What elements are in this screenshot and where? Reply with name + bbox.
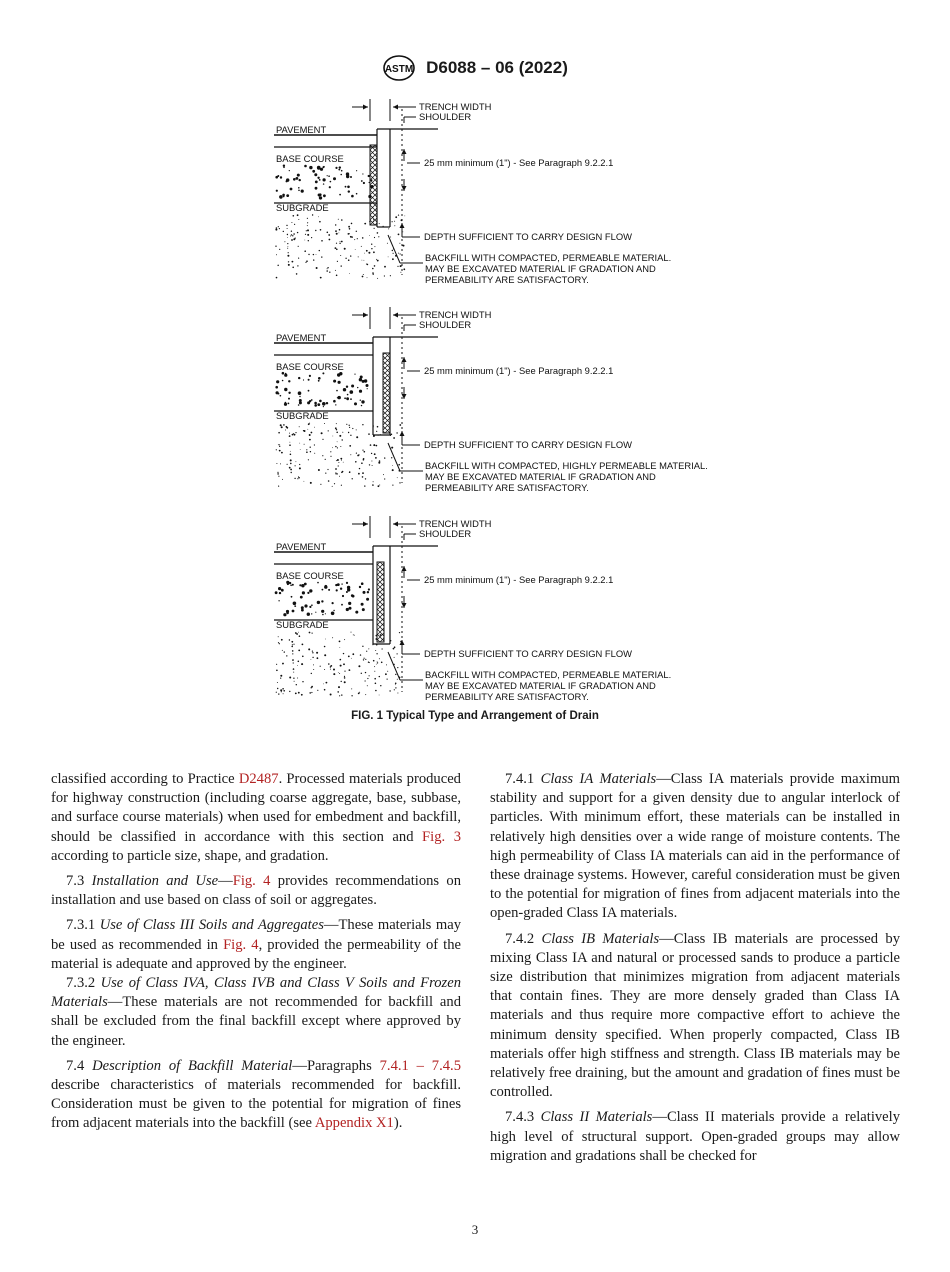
backfill-note-line: PERMEABILITY ARE SATISFACTORY. [425,482,589,493]
base-course-label: BASE COURSE [276,570,344,581]
logo-text: ASTM [384,64,414,75]
base-course-label: BASE COURSE [276,153,344,164]
minimum-cover-note: 25 mm minimum (1") - See Paragraph 9.2.2.1 [424,365,614,376]
paragraph-7-2-continued: classified according to Practice D2487. Processed materials produced for highway construction (including coarse aggregate, base, subbase, and surface course materials) when used for embedment and backfill, should be classified in accordance with this section and Fig. 3 according to particle size, shape, and gradation. [51,771,461,864]
link-7-4-1-to-7-4-5[interactable]: 7.4.1 – 7.4.5 [379,1057,461,1074]
page-header [0,54,950,82]
minimum-cover-note: 25 mm minimum (1") - See Paragraph 9.2.2.1 [424,157,614,168]
paragraph-7-4-1: 7.4.1 Class IA Materials—Class IA materials provide maximum stability and support for a given density due to angular interlock of particles. With minimum effort, these materials can be installed in relatively high densities over a wide range of moisture contents. The high permeability of Class IA materials can aid in the performance of these drainage systems. However, careful consideration must be given to the potential for migration of fines from adjacent materials into the open-graded Class IA materials. [490,771,900,922]
backfill-note-line: MAY BE EXCAVATED MATERIAL IF GRADATION AND [425,680,656,691]
left-column [51,770,461,1140]
shoulder-label: SHOULDER [419,319,472,330]
figure-1 [260,95,740,705]
backfill-note-line: MAY BE EXCAVATED MATERIAL IF GRADATION AND [425,471,656,482]
astm-logo [382,54,416,82]
depth-note: DEPTH SUFFICIENT TO CARRY DESIGN FLOW [424,231,633,242]
paragraph-7-4-3: 7.4.3 Class II Materials—Class II materials provide a relatively high level of structural support. Open-graded groups may allow migration and gradations shall be checked for [490,1109,901,1164]
backfill-note-line: MAY BE EXCAVATED MATERIAL IF GRADATION AND [425,263,656,274]
backfill-note-line: BACKFILL WITH COMPACTED, PERMEABLE MATERIAL. [425,669,672,680]
depth-note: DEPTH SUFFICIENT TO CARRY DESIGN FLOW [424,439,633,450]
page-number: 3 [471,1222,479,1237]
backfill-note-line: BACKFILL WITH COMPACTED, HIGHLY PERMEABLE MATERIAL. [425,460,708,471]
backfill-note-line: PERMEABILITY ARE SATISFACTORY. [425,691,589,702]
paragraph-7-3-2: 7.3.2 Use of Class IVA, Class IVB and Class V Soils and Frozen Materials—These materials are not recommended for backfill and shall be excluded from the final backfill except where approved by the engineer. [51,975,461,1049]
figure-panel [274,516,671,702]
subgrade-label: SUBGRADE [276,410,329,421]
subgrade-label: SUBGRADE [276,202,329,213]
link-fig-3[interactable]: Fig. 3 [422,828,461,845]
paragraph-7-4-2: 7.4.2 Class IB Materials—Class IB materials are processed by mixing Class IA and natural or processed sands to produce a particle size distribution that minimizes migration from adjacent materials that contain fines. They are more densely graded than Class IA materials and thus require more compactive effort to achieve the minimum density specified. When properly compacted, Class IB materials offer high stiffness and strength. Class IB materials may be relatively free draining, but the amount and gradation of fines must be controlled. [490,930,901,1101]
link-appendix-x1[interactable]: Appendix X1 [314,1115,394,1132]
trench-width-label: TRENCH WIDTH [419,101,492,112]
link-fig-4[interactable]: Fig. 4 [223,936,259,953]
backfill-note-line: PERMEABILITY ARE SATISFACTORY. [425,274,589,285]
depth-note: DEPTH SUFFICIENT TO CARRY DESIGN FLOW [424,648,633,659]
paragraph-7-3: 7.3 Installation and Use—Fig. 4 provides recommendations on installation and use based on class of soil or aggregates. [51,873,462,909]
trench-width-label: TRENCH WIDTH [419,309,492,320]
minimum-cover-note: 25 mm minimum (1") - See Paragraph 9.2.2.1 [424,574,614,585]
figure-panel [274,99,671,285]
pavement-label: PAVEMENT [276,332,327,343]
backfill-note-line: BACKFILL WITH COMPACTED, PERMEABLE MATERIAL. [425,252,672,263]
link-d2487[interactable]: D2487 [238,771,279,787]
base-course-label: BASE COURSE [276,361,344,372]
pavement-label: PAVEMENT [276,124,327,135]
shoulder-label: SHOULDER [419,111,472,122]
right-column [490,770,900,1172]
trench-width-label: TRENCH WIDTH [419,518,492,529]
pavement-label: PAVEMENT [276,541,327,552]
standard-designation: D6088 – 06 (2022) [426,58,568,77]
link-fig-4[interactable]: Fig. 4 [232,873,271,890]
shoulder-label: SHOULDER [419,528,472,539]
figure-panel [274,307,708,493]
paragraph-7-4: 7.4 Description of Backfill Material—Paragraphs 7.4.1 – 7.4.5 describe characteristics of materials recommended for backfill. Consideration must be given to the potential for migration of fines from adjacent materials into the backfill (see Appendix X1). [51,1057,461,1132]
figure-caption: FIG. 1 Typical Type and Arrangement of Drain [351,710,599,722]
drain-diagram [260,95,740,705]
paragraph-7-3-1: 7.3.1 Use of Class III Soils and Aggregates—These materials may be used as recommended in Fig. 4, provided the permeability of the material is adequate and approved by the engineer. [51,917,462,972]
subgrade-label: SUBGRADE [276,619,329,630]
